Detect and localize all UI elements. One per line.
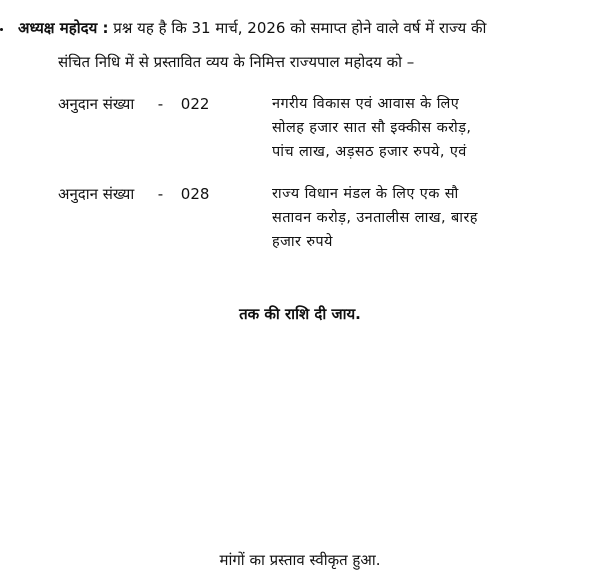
grant-label-022	[58, 94, 209, 114]
grant-description-line: नगरीय विकास एवं आवास के लिए	[272, 96, 460, 112]
grant-label-028	[58, 184, 209, 204]
speaker-label: अध्यक्ष महोदय :	[18, 19, 109, 37]
grant-separator: -	[157, 95, 164, 113]
grant-description-line: सतावन करोड़, उनतालीस लाख, बारह	[272, 210, 478, 226]
grant-description-022	[272, 92, 471, 164]
grant-label-text: अनुदान संख्या	[58, 185, 135, 203]
result-statement: मांगों का प्रस्ताव स्वीकृत हुआ.	[219, 551, 381, 569]
grant-description-line: राज्य विधान मंडल के लिए एक सौ	[272, 186, 459, 202]
margin-dot	[0, 28, 3, 31]
grant-number: 022	[180, 95, 210, 113]
grant-separator: -	[157, 185, 164, 203]
grant-description-line: हजार रुपये	[272, 234, 333, 250]
speech-line-2: संचित निधि में से प्रस्तावित व्यय के निमित्त राज्यपाल महोदय को –	[58, 53, 415, 71]
grant-description-028	[272, 182, 478, 254]
closing-statement: तक की राशि दी जाय.	[239, 305, 361, 323]
speech-line-1	[18, 18, 486, 38]
grant-description-line: पांच लाख, अड़सठ हजार रुपये, एवं	[272, 144, 467, 160]
grant-number: 028	[180, 185, 210, 203]
speech-text-1: प्रश्न यह है कि 31 मार्च, 2026 को समाप्त होने वाले वर्ष में राज्य की	[113, 19, 487, 37]
grant-label-text: अनुदान संख्या	[58, 95, 135, 113]
grant-description-line: सोलह हजार सात सौ इक्कीस करोड़,	[272, 120, 472, 136]
